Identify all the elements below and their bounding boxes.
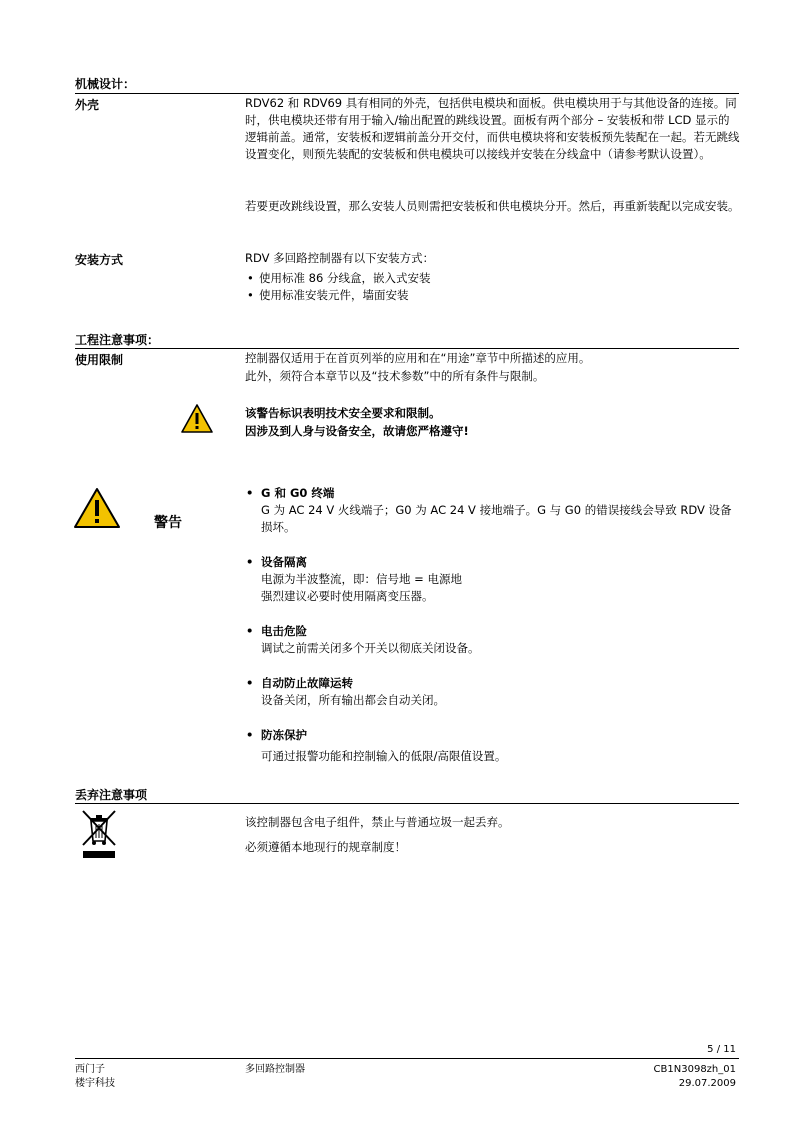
list-item: • 使用标准安装元件，墙面安装	[245, 287, 740, 304]
footer-company-line-1: 西门子	[75, 1064, 105, 1075]
usage-line-1: 控制器仅适用于在首页列举的应用和在“用途”章节中所描述的应用。	[245, 351, 591, 365]
section-divider	[75, 348, 739, 349]
section-divider	[75, 93, 739, 94]
footer-doc-id: CB1N3098zh_01	[653, 1064, 736, 1075]
mounting-intro: RDV 多回路控制器有以下安装方式：	[245, 251, 435, 265]
warning-item-text: 强烈建议必要时使用隔离变压器。	[261, 589, 434, 603]
mounting-label: 安装方式	[75, 253, 124, 267]
footer-divider	[75, 1058, 739, 1059]
warning-item-text: 可通过报警功能和控制输入的低限/高限值设置。	[261, 749, 507, 763]
warning-triangle-icon	[73, 487, 121, 533]
section-heading-mechanical: 机械设计：	[75, 77, 136, 91]
disposal-line-2: 必须遵循本地现行的规章制度！	[245, 840, 406, 854]
housing-paragraph-2: 若要更改跳线设置，那么安装人员则需把安装板和供电模块分开。然后，再重新装配以完成安装。	[245, 199, 740, 213]
warning-item-title: • 防冻保护	[245, 727, 740, 744]
warning-item-text: 电源为半波整流，即：信号地 = 电源地	[261, 572, 462, 586]
housing-label: 外壳	[75, 98, 100, 112]
warning-item	[245, 485, 740, 536]
disposal-line-1: 该控制器包含电子组件，禁止与普通垃圾一起丢弃。	[245, 815, 510, 829]
usage-line-2: 此外，须符合本章节以及“技术参数”中的所有条件与限制。	[245, 369, 545, 383]
list-item: • 使用标准 86 分线盒，嵌入式安装	[245, 270, 740, 287]
warning-item-title: • 自动防止故障运转	[245, 675, 740, 692]
section-divider	[75, 803, 739, 804]
mounting-list	[245, 270, 740, 304]
footer-date: 29.07.2009	[678, 1078, 736, 1089]
housing-paragraph-1: RDV62 和 RDV69 具有相同的外壳，包括供电模块和面板。供电模块用于与其他设备的连接。同时，供电模块还带有用于输入/输出配置的跳线设置。面板有两个部分 – 安装板和带 LCD 显示的逻辑前盖。通常，安装板和逻辑前盖分开交付，而供电模块将和安装板预先装配在一起。若无跳线设置变化，则预先装配的安装板和供电模块可以接线并安装在分线盒中（请参考默认设置）。	[245, 96, 740, 161]
warning-item-title: • 设备隔离	[245, 554, 740, 571]
warning-item	[245, 675, 740, 709]
safety-notice-line-2: 因涉及到人身与设备安全，故请您严格遵守!	[245, 424, 469, 438]
page-number: 5 / 11	[707, 1044, 736, 1055]
footer-product: 多回路控制器	[245, 1064, 305, 1075]
crossed-bin-icon	[80, 808, 118, 864]
warning-item	[245, 623, 740, 657]
safety-notice-line-1: 该警告标识表明技术安全要求和限制。	[245, 406, 441, 420]
warning-item-text: G 为 AC 24 V 火线端子；G0 为 AC 24 V 接地端子。G 与 G0 的错误接线会导致 RDV 设备损坏。	[261, 503, 732, 534]
usage-limit-label: 使用限制	[75, 353, 124, 367]
warning-item-text: 设备关闭，所有输出都会自动关闭。	[261, 693, 445, 707]
warning-triangle-icon	[180, 403, 214, 438]
section-heading-disposal: 丢弃注意事项	[75, 788, 148, 802]
warning-label: 警告	[154, 515, 182, 531]
warning-item	[245, 554, 740, 605]
warning-item-text: 调试之前需关闭多个开关以彻底关闭设备。	[261, 641, 480, 655]
warning-item	[245, 727, 740, 765]
footer-company-line-2: 楼宇科技	[75, 1078, 115, 1089]
warning-item-title: • G 和 G0 终端	[245, 485, 740, 502]
section-heading-engineering: 工程注意事项：	[75, 333, 160, 347]
warning-item-title: • 电击危险	[245, 623, 740, 640]
